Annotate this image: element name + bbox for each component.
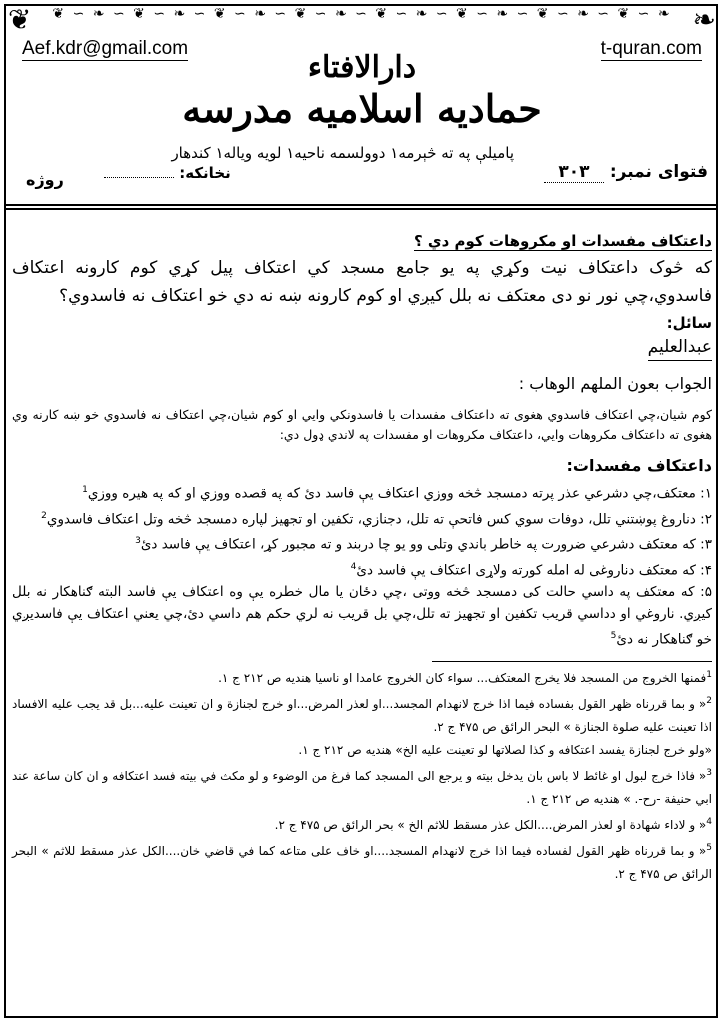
list-item: ۴: که معتکف دناروغی له امله کورته ولاړی اعتکاف یې فاسد دئ$^4$: [350, 561, 712, 578]
asker-name: عبدالعلیم: [648, 334, 712, 361]
date-field: [104, 164, 231, 182]
asker-label: سائل:: [666, 314, 712, 332]
email-address: Aef.kdr@gmail.com: [22, 38, 189, 59]
footnote: «ولو خرج لجنازة یفسد اعتکافه و کذا لصلاتها لو تعینت علیه الخ» هندیه ص ۲۱۲ ج ۱.: [298, 742, 712, 757]
header-divider: [4, 208, 718, 210]
date-value: [104, 177, 174, 178]
list-item: ۲: دناروغ پوښتني تلل، دوفات سوي کس فاتحې ته تلل، دجنازي، تکفین او تجهیز لپاره دمسجد څخه وتل اعتکاف فاسدوي$^2$: [41, 510, 712, 527]
corner-ornament-icon: ❧: [692, 3, 716, 36]
question-title: داعتکاف مفسدات او مکروهات کوم دي ؟: [413, 232, 712, 250]
answer-opening: الجواب بعون الملهم الوهاب :: [518, 374, 712, 393]
address: پامیلې په ته څېرمه۱ دوولسمه ناحیه۱ لویه ویاله۱ کندهار: [171, 144, 514, 162]
ornament-top: ❦ ∽ ❧ ∽ ❦ ∽ ❧ ∽ ❦ ∽ ❧ ∽ ❦ ∽ ❧ ∽ ❦ ∽ ❧ ∽ ❦ ∽ ❧ ∽ ❦ ∽ ❧ ∽ ❦ ∽ ❧: [52, 6, 672, 22]
footnote-separator: [432, 661, 712, 662]
footnote: $^1$فمنها الخروج من المسجد فلا یخرج المعتکف... سواء کان الخروج عامدا او ناسیا هندیه ص ۲۱۲ ج ۱.: [218, 669, 712, 685]
fatwa-label: فتوای نمبر:: [609, 162, 708, 182]
institution-subtitle: دارالافتاء: [307, 50, 417, 85]
corner-ornament-icon: ❦: [8, 3, 32, 36]
website: t-quran.com: [600, 38, 702, 59]
answer-intro: کوم شیان،چي اعتکاف فاسدوي هغوی ته داعتکاف مفسدات یا فاسدونکي وایي او کوم شیان،چي اعتکاف نه فاسدوي خو ښه کارنه وي هغوی ته داعتکاف مکروهات وایي، داعتکاف مکروهات او مفسدات په لاندي ډول دي:: [12, 407, 712, 442]
fatwa-number-value: ۳۰۳: [544, 162, 604, 183]
institution-title: حمادیه اسلامیه مدرسه: [182, 86, 542, 131]
fatwa-body: [12, 230, 712, 886]
list-item: ۱: معتکف،چي دشرعي عذر پرته دمسجد څخه ووزي اعتکاف یې فاسد دئ که په قصده ووزي او که په هیره ووزي$^1$: [82, 485, 712, 502]
footnote: $^4$« و لاداء شهادة او لعذر المرض....الکل عذر مسقط للاثم الخ » بحر الرائق ص ۴۷۵ ج ۲.: [274, 816, 712, 832]
list-item: ۵: که معتکف په داسي حالت کی دمسجد څخه ووتی ،چي دځان یا مال خطره یې وه اعتکاف یې فاسد البته ګناهکار نه بلل کیږي. ناروغي او دداسي قریب تکفین او تجهیز ته تلل،چي بل قریب نه لري حکم هم داسي دئ،چي یعني اعتکاف یې فاسدیږي خو ګناهکار نه دئ$^5$: [12, 584, 712, 648]
header-divider: [4, 204, 718, 206]
fatwa-number: [544, 162, 708, 183]
footnote: $^2$« و بما قررناه ظهر القول بفساده فیما اذا خرج لانهدام المجسد...او لعذر المرض...او خرج لجنازة و ان تعینت علیه...بل قد یجب علیه الافساد اذا تعینت علیه صلوة الجنازة » البحر الرائق ص ۴۷۵ ج ۲.: [12, 695, 712, 734]
date-label: نخانکه:: [179, 164, 231, 182]
list-item: ۳: که معتکف دشرعي ضرورت په خاطر باندي وتلی وو یو چا دربند و ته مجبور کړ، اعتکاف یې فاسد دئ$^3$: [135, 536, 712, 553]
question-text: که څوک داعتکاف نیت وکړي په یو جامع مسجد کي اعتکاف پیل کړي کوم کارونه اعتکاف فاسدوي،چي نور نو دی معتکف نه بلل کیږي او کوم کارونه ښه نه دي خو اعتکاف نه فاسدوي؟: [12, 258, 712, 306]
section-title: داعتکاف مفسدات:: [566, 456, 712, 475]
footnote: $^5$« و بما قررناه ظهر القول لفساده فیما اذا خرج لانهدام المسجد....او خاف علی متاعه کما في قاضي خان....الکل عذر مسقط للاثم » البحر الرائق ص ۴۷۵ ج ۲.: [12, 842, 712, 881]
footnote: $^3$« فاذا خرج لبول او غائط لا باس بان یدخل بیته و یرجع الی المسجد کما فرغ من الوضوء و لو مکث في بیته فسد اعتکافه و ان کان ساعة عند ابي حنیفة -رح-. » هندیه ص ۲۱۲ ج ۱.: [12, 767, 712, 806]
category: روژه: [26, 170, 64, 189]
